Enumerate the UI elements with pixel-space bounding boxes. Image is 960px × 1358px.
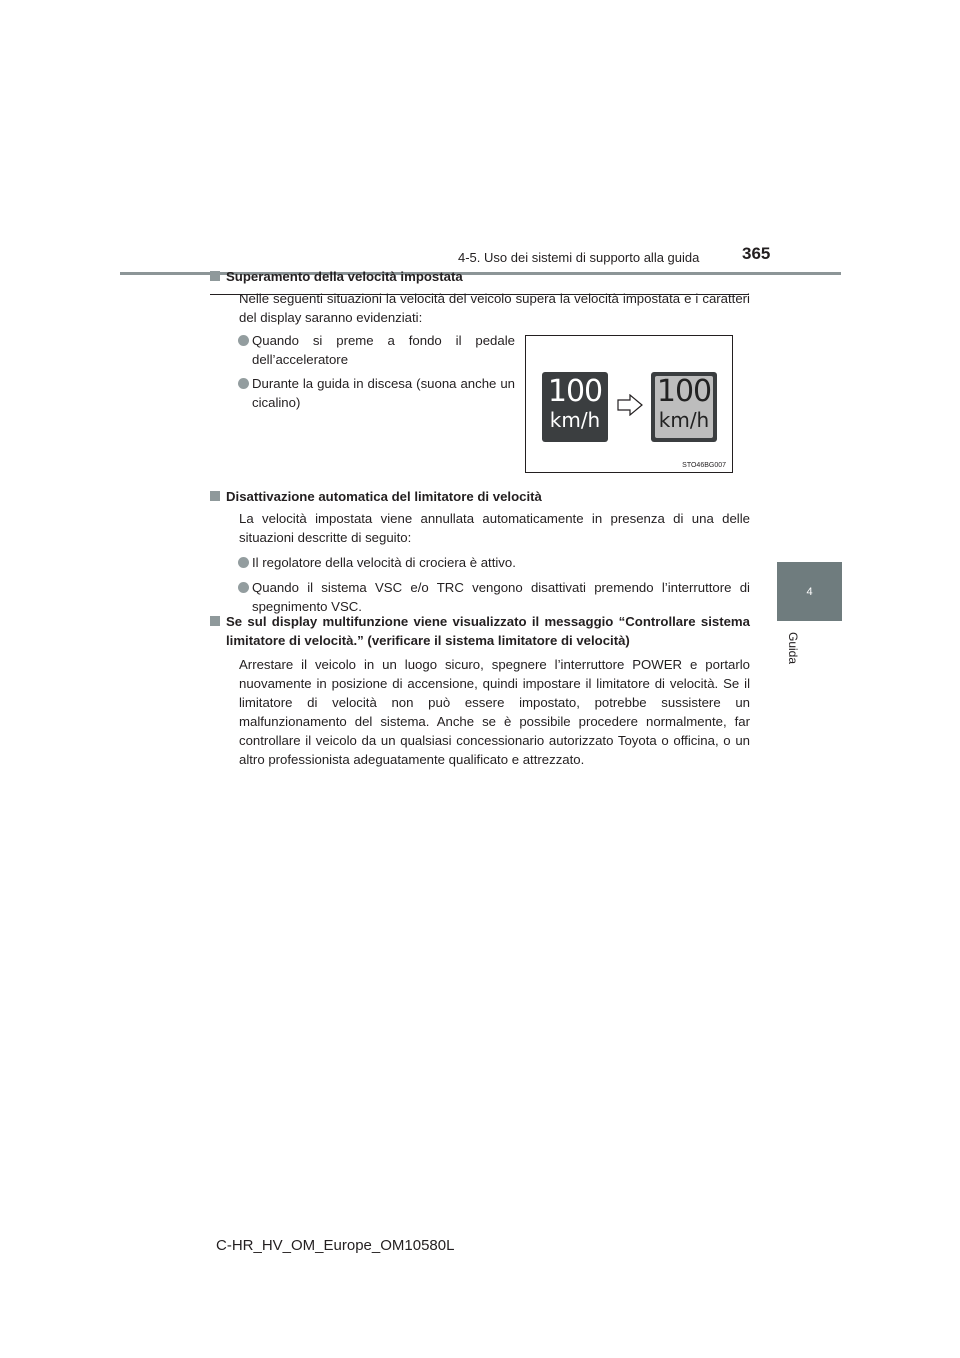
section-auto-deactivation: [210, 487, 750, 616]
page-number: 365: [742, 244, 771, 263]
section-heading: Se sul display multifunzione viene visualizzato il messaggio “Controllare sistema limitatore di velocità.” (verificare il sistema limitatore di velocità): [210, 612, 750, 650]
document-id: C-HR_HV_OM_Europe_OM10580L: [216, 1237, 455, 1254]
list-item: Durante la guida in discesa (suona anche un cicalino): [210, 374, 515, 412]
chapter-label: Guida: [786, 632, 800, 665]
square-bullet-icon: [210, 491, 220, 501]
speed-display-highlighted: 100 km/h: [651, 372, 717, 442]
round-bullet-icon: [238, 582, 249, 593]
section-check-message: [210, 612, 750, 769]
section-intro: La velocità impostata viene annullata automaticamente in presenza di una delle situazioni descritte di seguito:: [239, 511, 750, 545]
round-bullet-icon: [238, 378, 249, 389]
square-bullet-icon: [210, 616, 220, 626]
speed-display-normal: 100 km/h: [542, 372, 608, 442]
header-title: 4-5. Uso dei sistemi di supporto alla guida: [458, 250, 700, 265]
speed-display-figure: [525, 335, 733, 473]
chapter-number: 4: [806, 586, 813, 598]
list-item: Quando il sistema VSC e/o TRC vengono disattivati premendo l’interruttore di spegnimento VSC.: [210, 578, 750, 616]
section-speed-exceeded: [210, 267, 750, 327]
arrow-right-icon: [617, 394, 643, 416]
list-item: Quando si preme a fondo il pedale dell’acceleratore: [210, 331, 515, 369]
section-body: Arrestare il veicolo in un luogo sicuro, spegnere l’interruttore POWER e portarlo nuovamente in posizione di accensione, quindi impostare il limitatore di velocità. Se il limitatore di velocità non può essere impostato, potrebbe sussistere un malfunzionamento del sistema. Anche se è possibile procedere normalmente, far controllare il veicolo da un qualsiasi concessionario autorizzato Toyota o officina, o un altro professionista adeguatamente qualificato e attrezzato.: [239, 657, 750, 767]
list-item: Il regolatore della velocità di crociera è attivo.: [210, 553, 750, 572]
square-bullet-icon: [210, 271, 220, 281]
bullet-list-speed-exceeded: [210, 331, 515, 412]
section-intro: Nelle seguenti situazioni la velocità del veicolo supera la velocità impostata e i caratteri del display saranno evidenziati:: [239, 291, 750, 325]
figure-code: STO46BG007: [682, 462, 726, 469]
round-bullet-icon: [238, 335, 249, 346]
chapter-tab[interactable]: [777, 562, 842, 621]
section-heading: Superamento della velocità impostata: [210, 267, 750, 286]
round-bullet-icon: [238, 557, 249, 568]
section-heading: Disattivazione automatica del limitatore di velocità: [210, 487, 750, 506]
